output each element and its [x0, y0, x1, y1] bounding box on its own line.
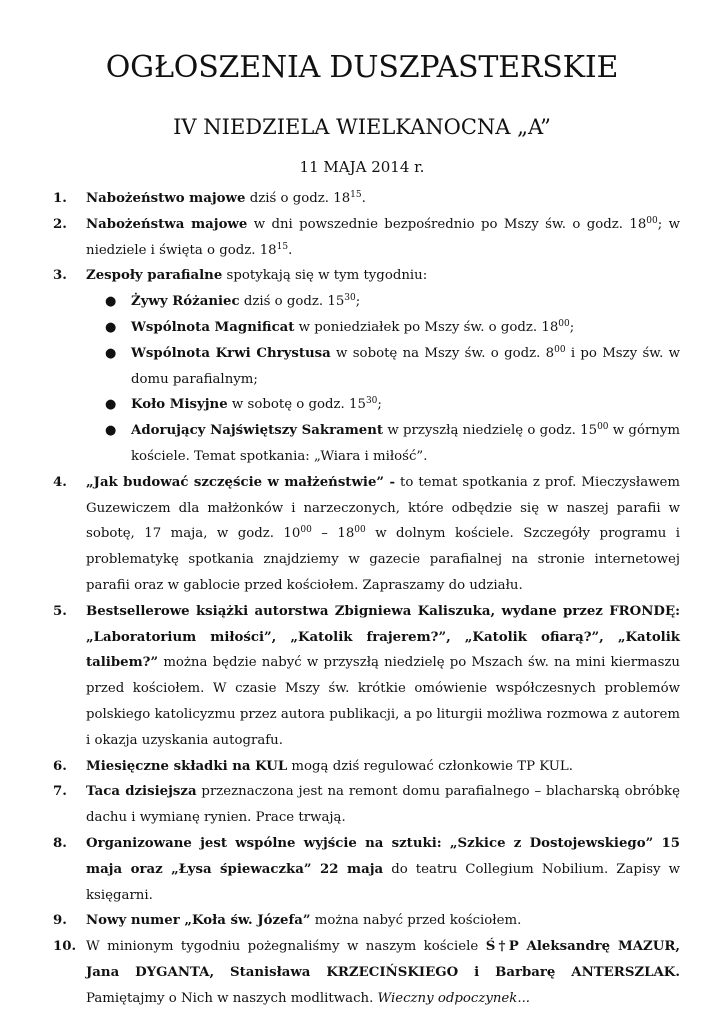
item-number: 2.: [53, 216, 67, 232]
sub-list-item: [105, 392, 680, 418]
item-number: 3.: [53, 268, 67, 284]
sub-list-item: [105, 418, 680, 470]
announcement-item: [53, 599, 680, 754]
announcement-item: [53, 754, 680, 780]
sub-list-item: [105, 315, 680, 341]
item-number: 5.: [53, 603, 67, 619]
announcement-item: [53, 934, 680, 1011]
item-text: Nabożeństwo majowe dziś o godz. $18^{15}$.: [86, 190, 366, 206]
item-number: 9.: [53, 913, 67, 929]
sub-item-text: Koło Misyjne w sobotę o godz. $15^{30}$;: [131, 396, 382, 413]
sub-list: [86, 289, 680, 470]
announcement-item: [53, 212, 680, 264]
announcements-list: [53, 186, 680, 1012]
bullet-icon: ●: [105, 423, 117, 439]
page-subtitle: IV NIEDZIELA WIELKANOCNA „A”: [173, 115, 551, 139]
item-text: W minionym tygodniu pożegnaliśmy w naszym kościele Ś†P Aleksandrę MAZUR, Jana DYGANTA, Stanisława KRZECIŃSKIEGO i Barbarę ANTERSZLAK. Pamiętajmy o Nich w naszych modlitwach. Wieczny odpoczynek...: [86, 939, 680, 1006]
item-text: Nowy numer „Koła św. Józefa” można nabyć przed kościołem.: [86, 913, 522, 929]
item-text: Bestsellerowe książki autorstwa Zbigniewa Kaliszuka, wydane przez FRONDĘ: „Laboratorium miłości”, „Katolik frajerem?”, „Katolik ofiarą?”, „Katolik talibem?” można będzie nabyć w przyszłą niedzielę po Mszach św. na mini kiermaszu przed kościołem. W czasie Mszy św. krótkie omówienie współczesnych problemów polskiego katolicyzmu przez autora publikacji, a po liturgii możliwa rozmowa z autorem i okazja uzyskania autografu.: [86, 603, 680, 748]
item-number: 10.: [53, 939, 77, 955]
item-number: 7.: [53, 784, 67, 800]
sub-item-text: Wspólnota Krwi Chrystusa w sobotę na Mszy św. o godz. $8^{00}$ i po Mszy św. w domu parafialnym;: [131, 344, 680, 387]
sub-item-text: Wspólnota Magnificat w poniedziałek po Mszy św. o godz. $18^{00}$;: [131, 318, 575, 335]
bullet-icon: ●: [105, 319, 117, 335]
announcement-item: [53, 186, 680, 212]
item-number: 8.: [53, 835, 67, 851]
bullet-icon: ●: [105, 294, 117, 310]
item-text: Nabożeństwa majowe w dni powszednie bezpośrednio po Mszy św. o godz. $18^{00}$; w niedziele i święta o godz. $18^{15}$.: [86, 215, 680, 258]
bullet-icon: ●: [105, 345, 117, 361]
announcement-item: [53, 779, 680, 831]
sub-list-item: [105, 289, 680, 315]
date-line: 11 MAJA 2014 r.: [299, 158, 425, 176]
item-text: „Jak budować szczęście w małżeństwie” - to temat spotkania z prof. Mieczysławem Guzewiczem dla małżonków i narzeczonych, które odbędzie się w naszej parafii w sobotę, 17 maja, w godz. $10^{00} - 18^{00}$ w dolnym kościele. Szczegóły programu i problematykę spotkania znajdziemy w gazecie parafialnej na stronie internetowej parafii oraz w gablocie przed kościołem. Zapraszamy do udziału.: [86, 474, 681, 593]
announcement-item: [53, 831, 680, 908]
announcement-item: [53, 470, 680, 599]
announcement-item: [53, 263, 680, 469]
item-text: Organizowane jest wspólne wyjście na sztuki: „Szkice z Dostojewskiego” 15 maja oraz „Łysa śpiewaczka” 22 maja do teatru Collegium Nobilium. Zapisy w księgarni.: [86, 835, 680, 903]
sub-item-text: Adorujący Najświętszy Sakrament w przyszłą niedzielę o godz. $15^{00}$ w górnym kościele. Temat spotkania: „Wiara i miłość”.: [131, 422, 680, 464]
item-number: 1.: [53, 191, 67, 206]
sub-item-text: Żywy Różaniec dziś o godz. $15^{30}$;: [131, 293, 361, 310]
item-number: 6.: [53, 758, 67, 774]
item-text: Miesięczne składki na KUL mogą dziś regulować członkowie TP KUL.: [86, 758, 573, 774]
bullet-icon: ●: [105, 397, 117, 413]
sub-list-item: [105, 341, 680, 393]
page-title: OGŁOSZENIA DUSZPASTERSKIE: [105, 50, 619, 85]
announcement-item: [53, 908, 680, 934]
item-text: Taca dzisiejsza przeznaczona jest na remont domu parafialnego – blacharską obróbkę dachu i wymianę rynien. Prace trwają.: [86, 784, 680, 826]
item-text: Zespoły parafialne spotykają się w tym tygodniu:: [86, 268, 428, 284]
item-number: 4.: [53, 474, 67, 490]
